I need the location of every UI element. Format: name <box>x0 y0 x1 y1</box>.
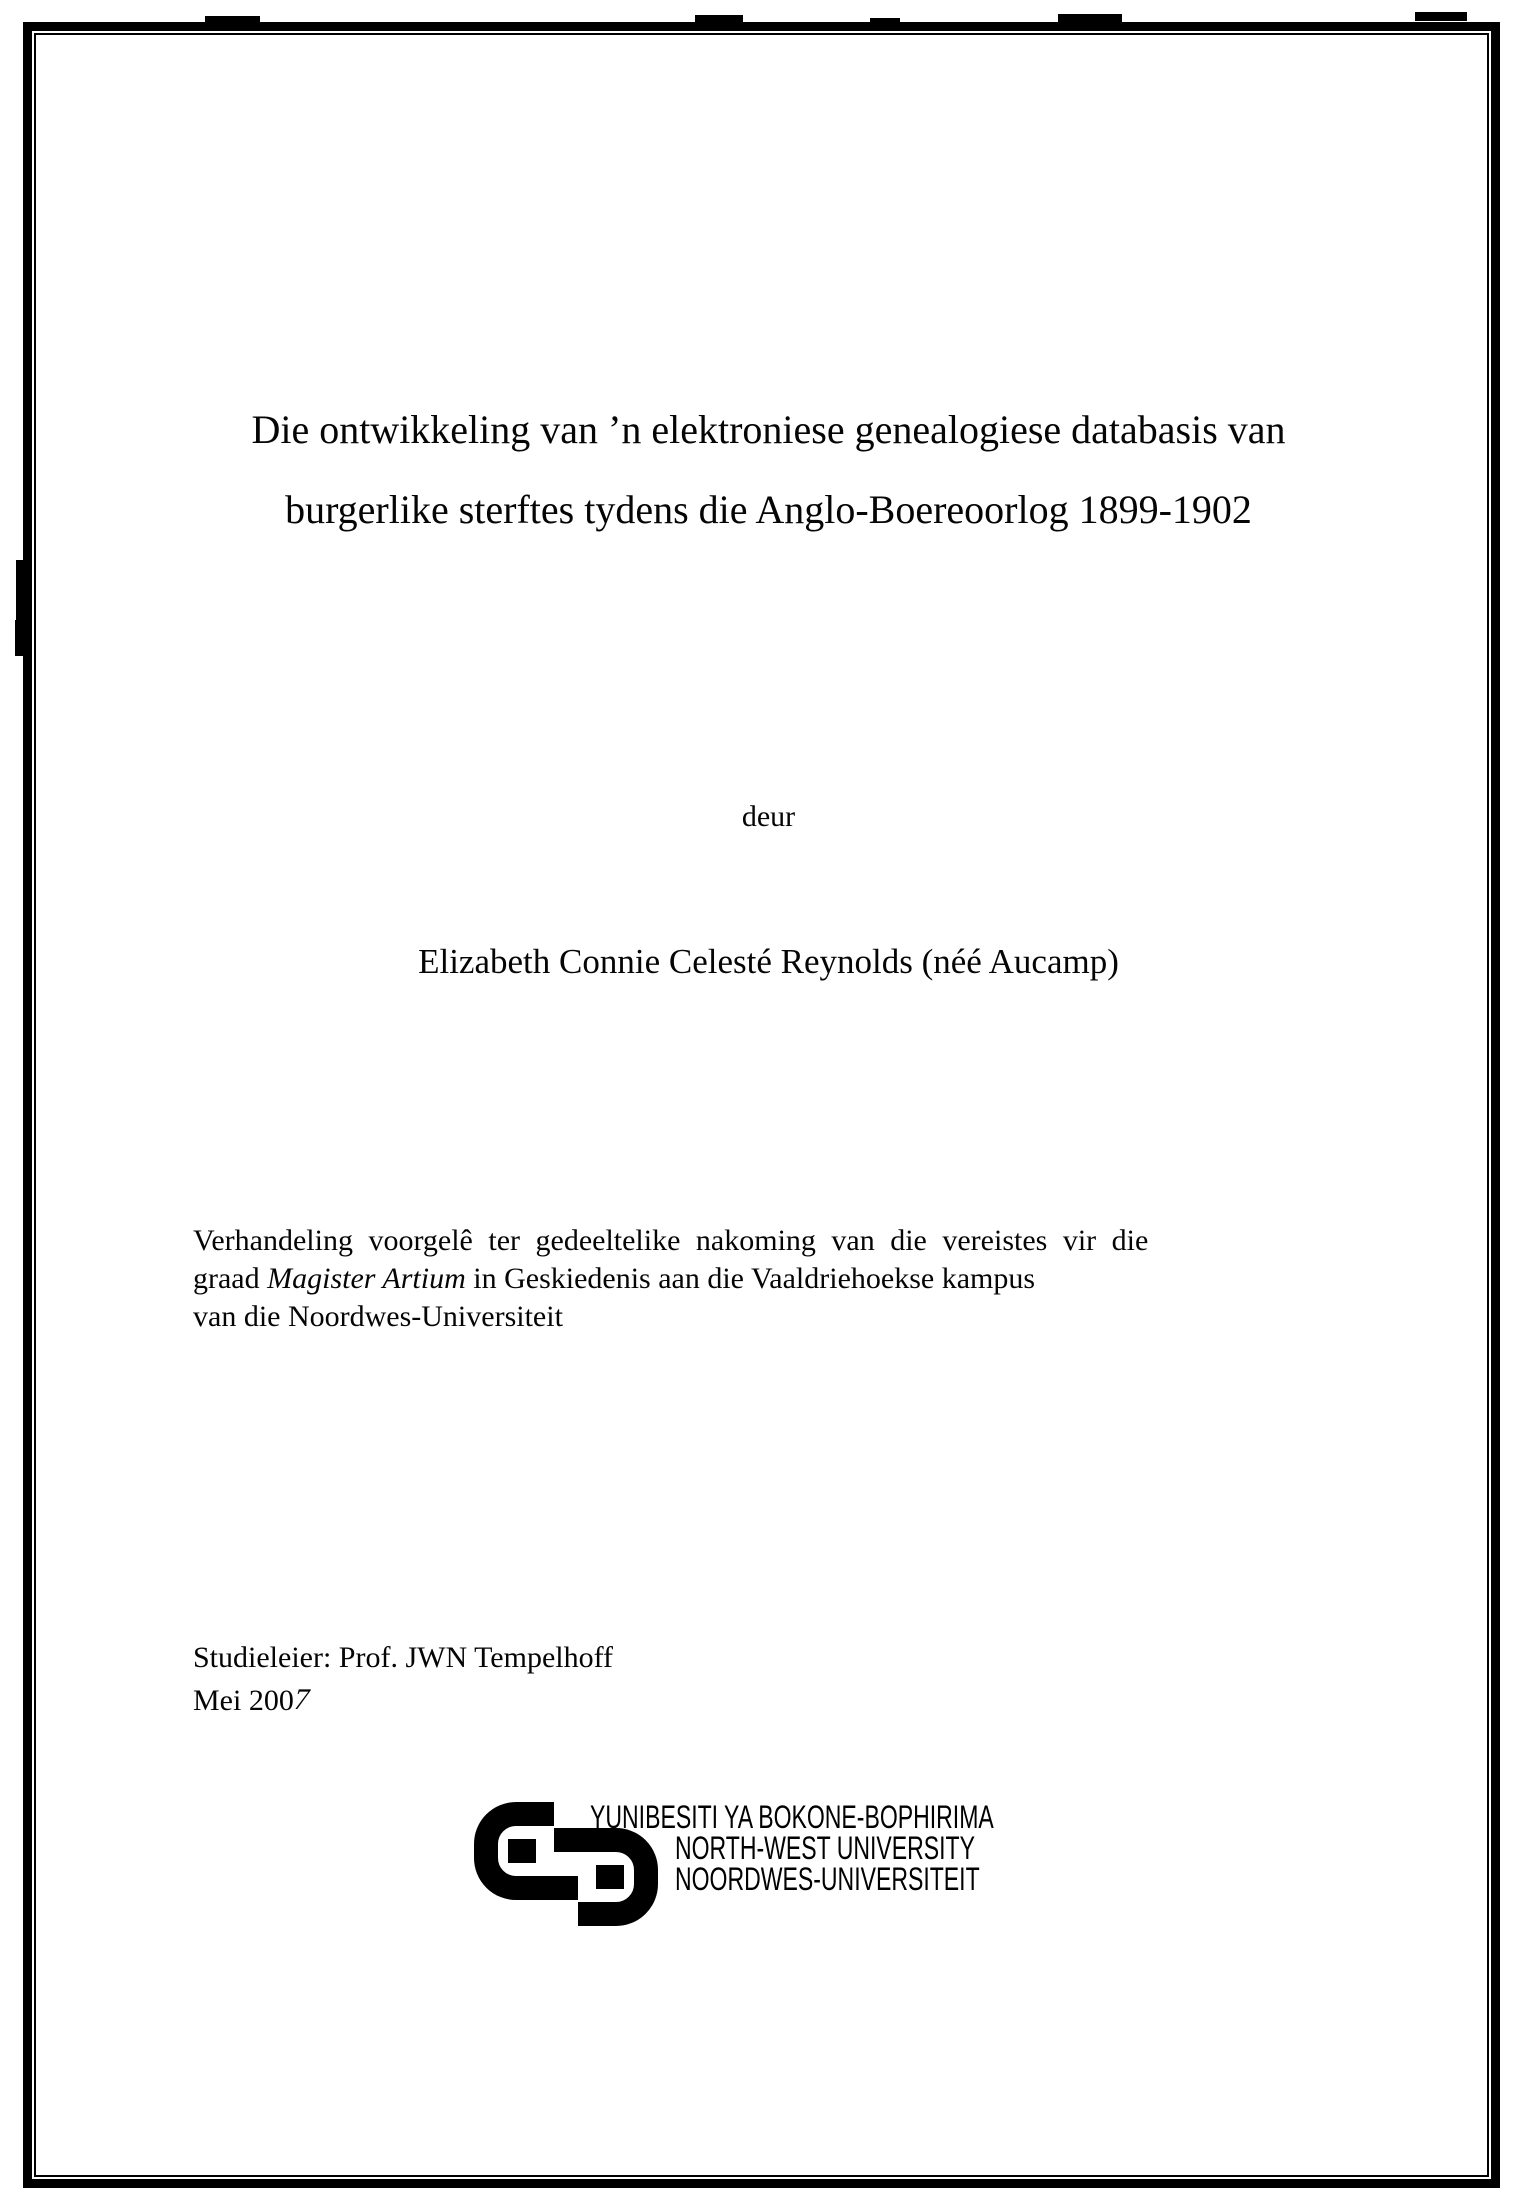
degree-statement-line3: van die Noordwes-Universiteit <box>193 1300 563 1333</box>
degree-statement <box>193 1222 1345 1336</box>
date-prefix: Mei 200 <box>193 1684 294 1717</box>
degree-line2-suffix: in Geskiedenis aan die Vaaldriehoekse kampus <box>465 1262 1036 1295</box>
byline-label: deur <box>741 800 796 833</box>
author-name: Elizabeth Connie Celesté Reynolds (néé Aucamp) <box>418 942 1119 981</box>
scan-artifact <box>695 15 743 22</box>
degree-statement-line2 <box>193 1260 1345 1298</box>
date-last-digit: 7 <box>289 1683 314 1716</box>
degree-statement-line1: Verhandeling voorgelê ter gedeeltelike nakoming van die vereistes vir die <box>193 1224 1149 1257</box>
degree-line2-prefix: graad <box>193 1262 268 1295</box>
logo-text-afrikaans: NOORDWES-UNIVERSITEIT <box>675 1861 980 1897</box>
thesis-title-line1: Die ontwikkeling van ’n elektroniese genealogiese databasis van <box>251 407 1286 452</box>
thesis-title-line2: burgerlike sterftes tydens die Anglo-Boereoorlog 1899-1902 <box>285 487 1252 532</box>
date-line <box>193 1679 1345 1722</box>
scan-artifact <box>1058 14 1122 22</box>
supervisor-block <box>193 1636 1345 1722</box>
scan-artifact <box>1415 12 1467 21</box>
logo-text-setswana: YUNIBESITI YA BOKONE-BOPHIRIMA <box>590 1799 994 1835</box>
thesis-title <box>175 390 1362 550</box>
supervisor-line: Studieleier: Prof. JWN Tempelhoff <box>193 1641 614 1674</box>
scan-artifact <box>15 620 23 656</box>
degree-line2-degree-name: Magister Artium <box>267 1262 466 1295</box>
university-logo-text <box>590 1799 994 1897</box>
logo-text-english: NORTH-WEST UNIVERSITY <box>675 1830 975 1866</box>
